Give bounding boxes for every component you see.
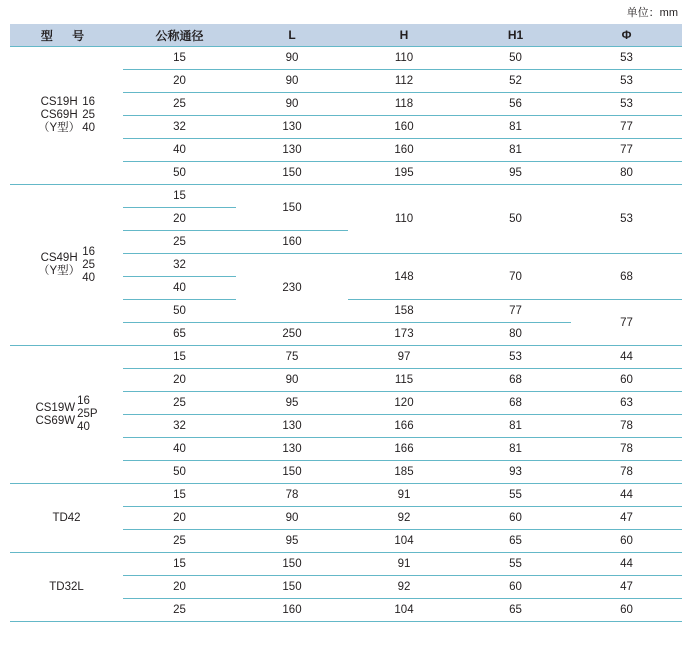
pressure-ratings (77, 395, 97, 434)
table-row (10, 346, 682, 369)
h1-cell: 60 (460, 507, 571, 530)
l-cell: 150 (236, 461, 348, 484)
phi-cell: 60 (571, 530, 682, 553)
h1-cell: 60 (460, 576, 571, 599)
h1-cell: 68 (460, 369, 571, 392)
h1-cell: 65 (460, 530, 571, 553)
pressure-rating: 25 (82, 258, 95, 271)
nominal-diameter-cell: 65 (123, 323, 236, 346)
pressure-ratings (82, 246, 95, 285)
h1-cell: 93 (460, 461, 571, 484)
l-cell: 150 (236, 576, 348, 599)
nominal-diameter-cell: 20 (123, 208, 236, 231)
model-name: CS69H (40, 109, 78, 121)
nominal-diameter-cell: 25 (123, 599, 236, 622)
pressure-ratings (82, 96, 95, 135)
nominal-diameter-cell: 40 (123, 277, 236, 300)
h-cell: 104 (348, 599, 460, 622)
h-cell: 91 (348, 484, 460, 507)
l-cell: 90 (236, 369, 348, 392)
l-cell: 130 (236, 438, 348, 461)
model-cell (10, 484, 123, 553)
nominal-diameter-cell: 15 (123, 553, 236, 576)
h1-cell: 81 (460, 415, 571, 438)
phi-cell: 47 (571, 507, 682, 530)
h-cell: 91 (348, 553, 460, 576)
pressure-rating: 16 (77, 395, 90, 407)
model-name: CS19H (40, 96, 78, 108)
h-cell: 160 (348, 116, 460, 139)
nominal-diameter-cell: 25 (123, 93, 236, 116)
l-cell: 78 (236, 484, 348, 507)
phi-cell: 60 (571, 369, 682, 392)
table-row (10, 185, 682, 208)
l-cell: 90 (236, 70, 348, 93)
h-cell: 173 (348, 323, 460, 346)
model-names (35, 402, 75, 428)
h1-cell: 55 (460, 484, 571, 507)
l-cell: 95 (236, 530, 348, 553)
h-cell: 120 (348, 392, 460, 415)
nominal-diameter-cell: 40 (123, 139, 236, 162)
nominal-diameter-cell: 50 (123, 461, 236, 484)
l-cell: 75 (236, 346, 348, 369)
h-cell: 166 (348, 415, 460, 438)
nominal-diameter-cell: 15 (123, 185, 236, 208)
h-cell: 185 (348, 461, 460, 484)
phi-cell: 78 (571, 438, 682, 461)
model-label (49, 581, 84, 594)
header-row (10, 24, 682, 47)
pressure-rating: 25 (82, 109, 95, 121)
table-row (10, 553, 682, 576)
l-cell: 130 (236, 415, 348, 438)
spec-table (10, 24, 682, 622)
nominal-diameter-cell: 15 (123, 484, 236, 507)
h1-cell: 65 (460, 599, 571, 622)
pressure-rating: 25P (77, 408, 98, 420)
phi-cell: 60 (571, 599, 682, 622)
h1-cell: 52 (460, 70, 571, 93)
h1-cell: 50 (460, 47, 571, 70)
unit-label: 单位：mm (626, 7, 678, 19)
h-cell: 92 (348, 507, 460, 530)
phi-cell: 53 (571, 185, 682, 254)
phi-cell: 77 (571, 139, 682, 162)
h-cell: 166 (348, 438, 460, 461)
l-cell: 150 (236, 162, 348, 185)
header-model: 型 号 (10, 24, 123, 47)
header-h: H (348, 24, 460, 47)
phi-cell: 53 (571, 70, 682, 93)
header-l: L (236, 24, 348, 47)
l-cell: 90 (236, 47, 348, 70)
nominal-diameter-cell: 32 (123, 254, 236, 277)
h-cell: 92 (348, 576, 460, 599)
nominal-diameter-cell: 32 (123, 116, 236, 139)
phi-cell: 53 (571, 47, 682, 70)
model-cell (10, 47, 123, 185)
h-cell: 118 (348, 93, 460, 116)
h1-cell: 77 (460, 300, 571, 323)
model-name: TD32L (49, 580, 84, 593)
nominal-diameter-cell: 25 (123, 231, 236, 254)
h-cell: 110 (348, 185, 460, 254)
phi-cell: 53 (571, 93, 682, 116)
l-cell: 90 (236, 507, 348, 530)
h1-cell: 81 (460, 139, 571, 162)
model-names (49, 581, 84, 594)
h-cell: 148 (348, 254, 460, 300)
pressure-rating: 16 (82, 245, 95, 258)
l-cell: 130 (236, 139, 348, 162)
model-cell (10, 185, 123, 346)
h1-cell: 70 (460, 254, 571, 300)
model-label (52, 512, 80, 525)
h-cell: 112 (348, 70, 460, 93)
nominal-diameter-cell: 32 (123, 415, 236, 438)
nominal-diameter-cell: 15 (123, 346, 236, 369)
phi-cell: 47 (571, 576, 682, 599)
pressure-rating: 40 (82, 122, 95, 134)
h1-cell: 55 (460, 553, 571, 576)
phi-cell: 44 (571, 346, 682, 369)
nominal-diameter-cell: 25 (123, 392, 236, 415)
model-names (38, 252, 80, 278)
pressure-rating: 40 (77, 421, 90, 433)
nominal-diameter-cell: 20 (123, 576, 236, 599)
model-name: （Y型） (38, 122, 81, 134)
model-name: CS19W (35, 401, 76, 414)
l-cell: 150 (236, 553, 348, 576)
nominal-diameter-cell: 50 (123, 300, 236, 323)
l-cell: 160 (236, 231, 348, 254)
header-nominal-diameter: 公称通径 (123, 24, 236, 47)
model-names (38, 96, 80, 135)
l-cell: 230 (236, 254, 348, 323)
phi-cell: 78 (571, 461, 682, 484)
l-cell: 90 (236, 93, 348, 116)
h1-cell: 56 (460, 93, 571, 116)
h-cell: 110 (348, 47, 460, 70)
nominal-diameter-cell: 40 (123, 438, 236, 461)
pressure-rating: 16 (82, 96, 95, 108)
nominal-diameter-cell: 15 (123, 47, 236, 70)
h-cell: 195 (348, 162, 460, 185)
h1-cell: 50 (460, 185, 571, 254)
h-cell: 104 (348, 530, 460, 553)
nominal-diameter-cell: 20 (123, 369, 236, 392)
phi-cell: 78 (571, 415, 682, 438)
table-row (10, 47, 682, 70)
h1-cell: 81 (460, 438, 571, 461)
model-name: CS69W (35, 414, 76, 427)
l-cell: 130 (236, 116, 348, 139)
l-cell: 150 (236, 185, 348, 231)
h-cell: 158 (348, 300, 460, 323)
model-name: CS49H (40, 252, 78, 264)
h-cell: 160 (348, 139, 460, 162)
l-cell: 160 (236, 599, 348, 622)
model-cell (10, 553, 123, 622)
phi-cell: 80 (571, 162, 682, 185)
model-names (52, 512, 80, 525)
h1-cell: 80 (460, 323, 571, 346)
model-label (35, 395, 97, 434)
l-cell: 95 (236, 392, 348, 415)
model-label (38, 246, 95, 285)
h1-cell: 53 (460, 346, 571, 369)
model-name: TD42 (52, 511, 81, 524)
model-cell (10, 346, 123, 484)
phi-cell: 44 (571, 553, 682, 576)
phi-cell: 77 (571, 116, 682, 139)
table-row (10, 484, 682, 507)
nominal-diameter-cell: 25 (123, 530, 236, 553)
h1-cell: 81 (460, 116, 571, 139)
phi-cell: 44 (571, 484, 682, 507)
h1-cell: 95 (460, 162, 571, 185)
phi-cell: 77 (571, 300, 682, 346)
nominal-diameter-cell: 20 (123, 70, 236, 93)
pressure-rating: 40 (82, 271, 95, 284)
h-cell: 115 (348, 369, 460, 392)
header-phi: Φ (571, 24, 682, 47)
phi-cell: 63 (571, 392, 682, 415)
model-label (38, 96, 95, 135)
h1-cell: 68 (460, 392, 571, 415)
model-name: （Y型） (38, 265, 81, 277)
l-cell: 250 (236, 323, 348, 346)
nominal-diameter-cell: 20 (123, 507, 236, 530)
table-body (10, 47, 682, 622)
header-h1: H1 (460, 24, 571, 47)
nominal-diameter-cell: 50 (123, 162, 236, 185)
phi-cell: 68 (571, 254, 682, 300)
h-cell: 97 (348, 346, 460, 369)
